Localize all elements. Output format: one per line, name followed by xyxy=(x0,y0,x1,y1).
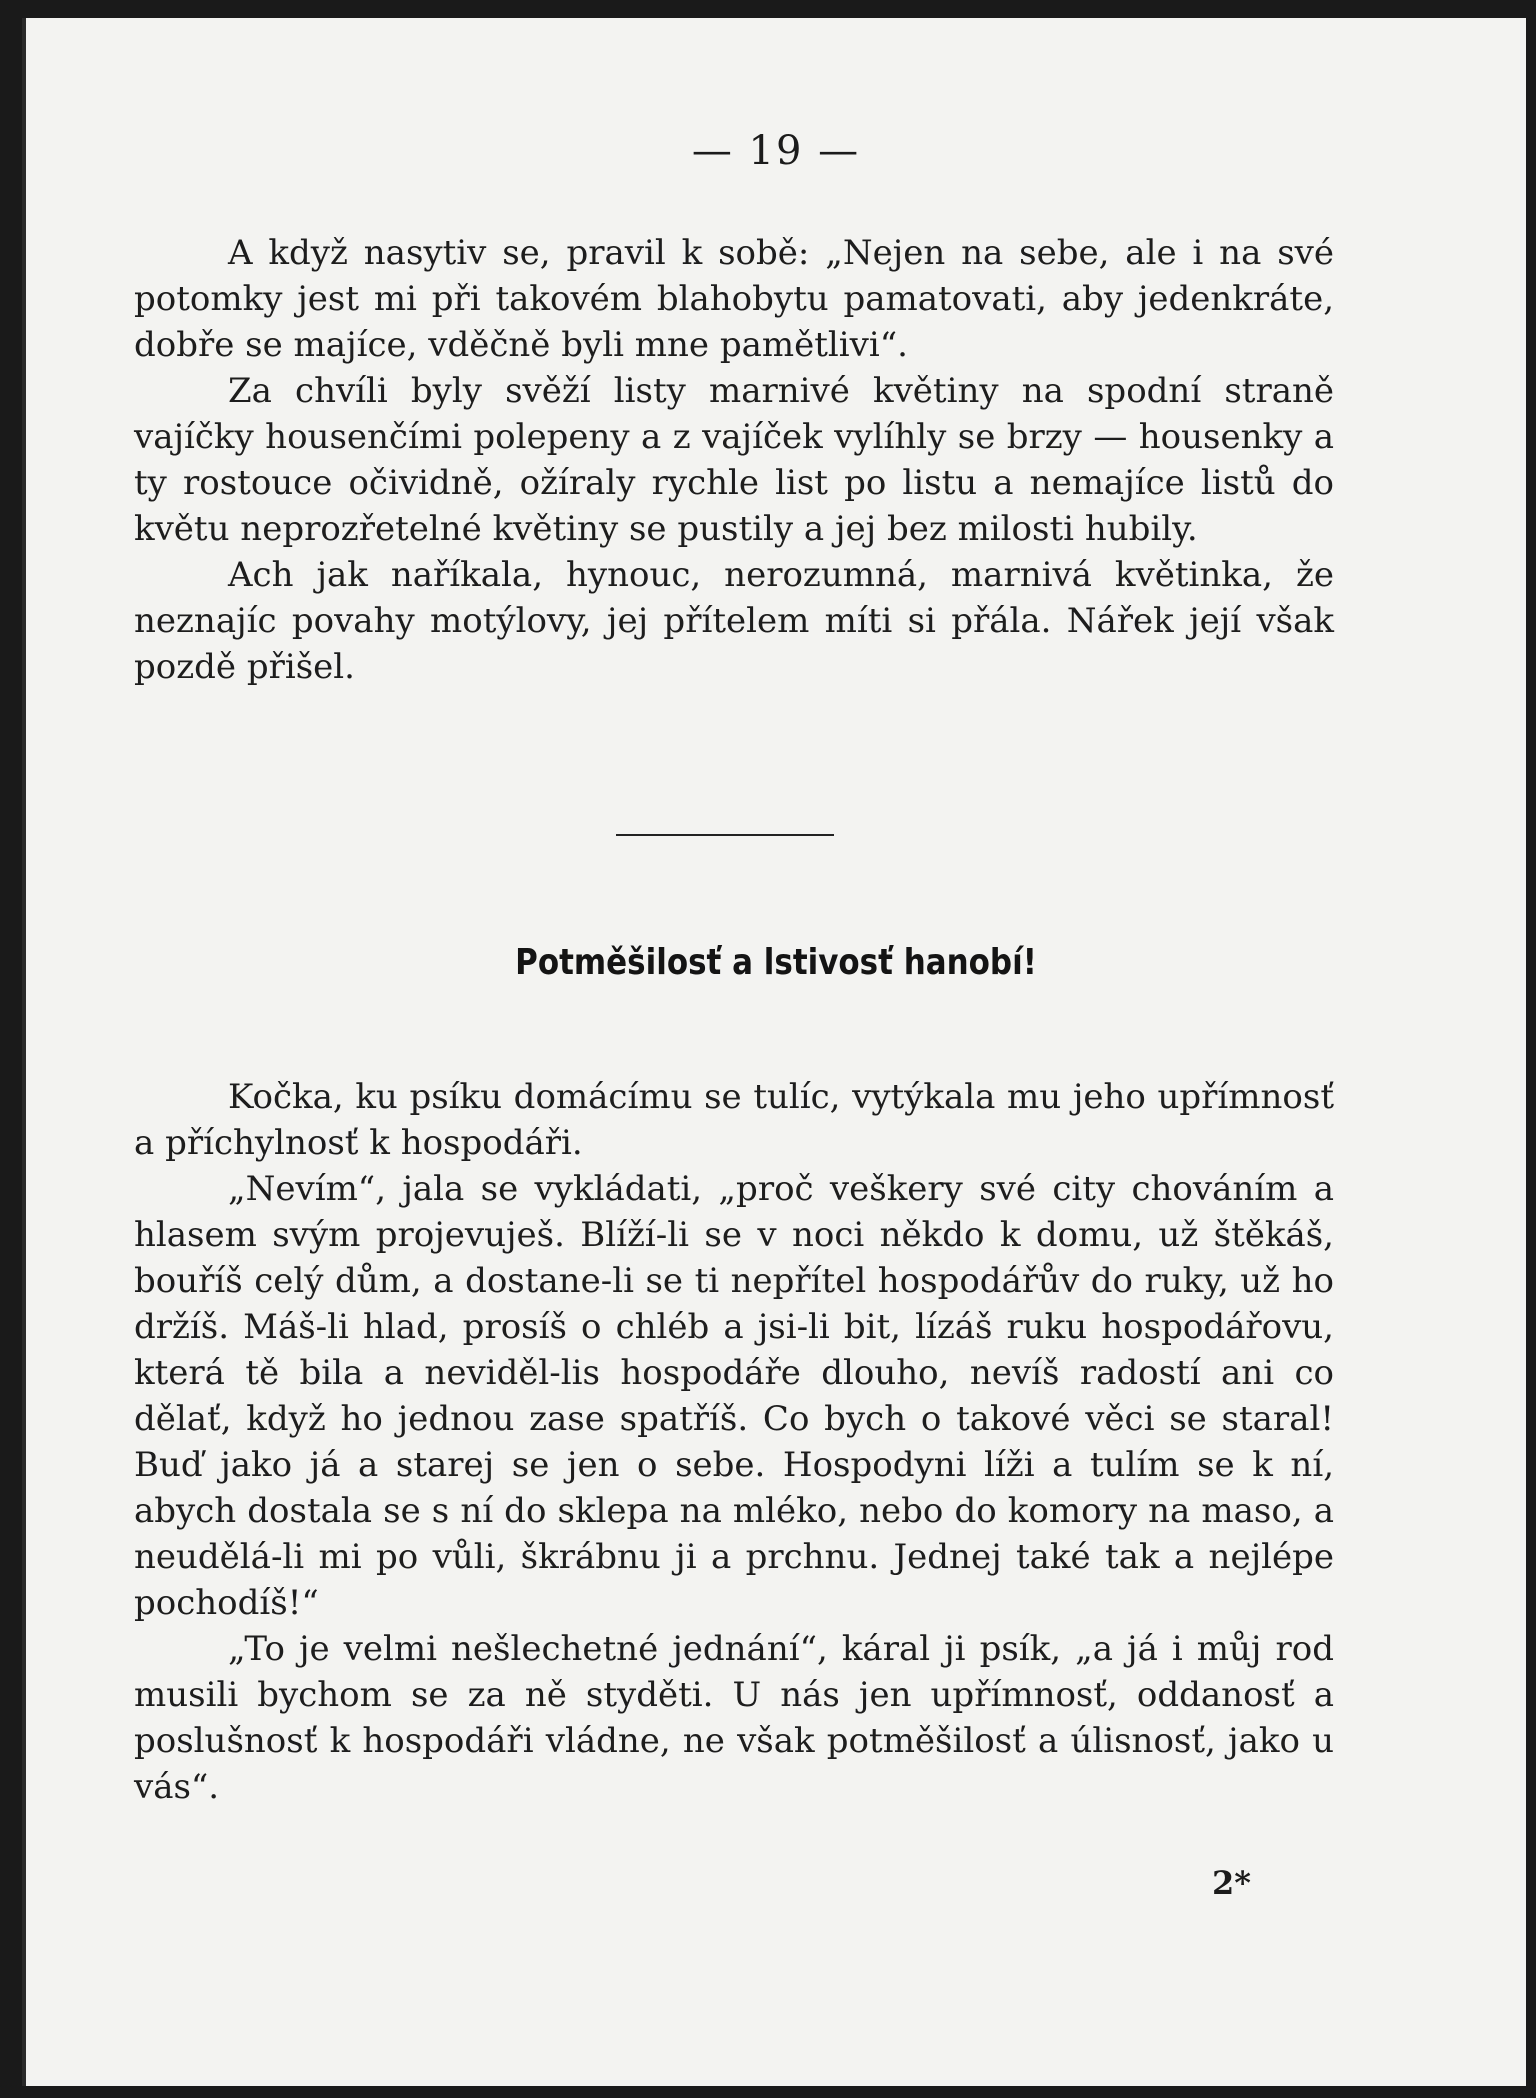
printer-signature-mark: 2* xyxy=(1212,1864,1251,1902)
paragraph: „To je velmi nešlechetné jednání“, káral ji psík, „a já i můj rod musili bychom se za ně styděti. U nás jen upřímnosť, oddanosť a poslušnosť k hospodáři vládne, ne však potměšilosť a úlisnosť, jako u vás“. xyxy=(134,1629,1334,1807)
page-number: — 19 — xyxy=(691,128,861,174)
book-page xyxy=(22,18,1526,2086)
story-ending-section xyxy=(134,230,1334,690)
story-title: Potměšilosť a lstivosť hanobí! xyxy=(515,942,1037,983)
story-body-section xyxy=(134,1074,1334,1810)
paragraph: Ach jak naříkala, hynouc, nerozumná, marnivá květinka, že neznajíc povahy motýlovy, jej přítelem míti si přála. Nářek její však pozdě přišel. xyxy=(134,555,1334,687)
paragraph: „Nevím“, jala se vykládati, „proč veškery své city chováním a hlasem svým projevuješ. Blíží-li se v noci někdo k domu, už štěkáš, bouříš celý dům, a dostane-li se ti nepřítel hospodářův do ruky, už ho držíš. Máš-li hlad, prosíš o chléb a jsi-li bit, lízáš ruku hospodářovu, která tě bila a neviděl-lis hospodáře dlouho, nevíš radostí ani co dělať, když ho jednou zase spatříš. Co bych o takové věci se staral! Buď jako já a starej se jen o sebe. Hospodyni líži a tulím se k ní, abych dostala se s ní do sklepa na mléko, nebo do komory na maso, a neudělá-li mi po vůli, škrábnu ji a prchnu. Jednej také tak a nejlépe pochodíš!“ xyxy=(134,1169,1334,1623)
paragraph: Kočka, ku psíku domácímu se tulíc, vytýkala mu jeho upřímnosť a příchylnosť k hospodáři. xyxy=(134,1077,1334,1163)
section-divider xyxy=(616,834,834,836)
paragraph: Za chvíli byly svěží listy marnivé květiny na spodní straně vajíčky housenčími polepeny a z vajíček vylíhly se brzy — housenky a ty rostouce očividně, ožíraly rychle list po listu a nemajíce listů do květu neprozřetelné květiny se pustily a jej bez milosti hubily. xyxy=(134,371,1334,549)
paragraph: A když nasytiv se, pravil k sobě: „Nejen na sebe, ale i na své potomky jest mi při takovém blahobytu pamatovati, aby jedenkráte, dobře se majíce, vděčně byli mne pamětlivi“. xyxy=(134,233,1334,365)
